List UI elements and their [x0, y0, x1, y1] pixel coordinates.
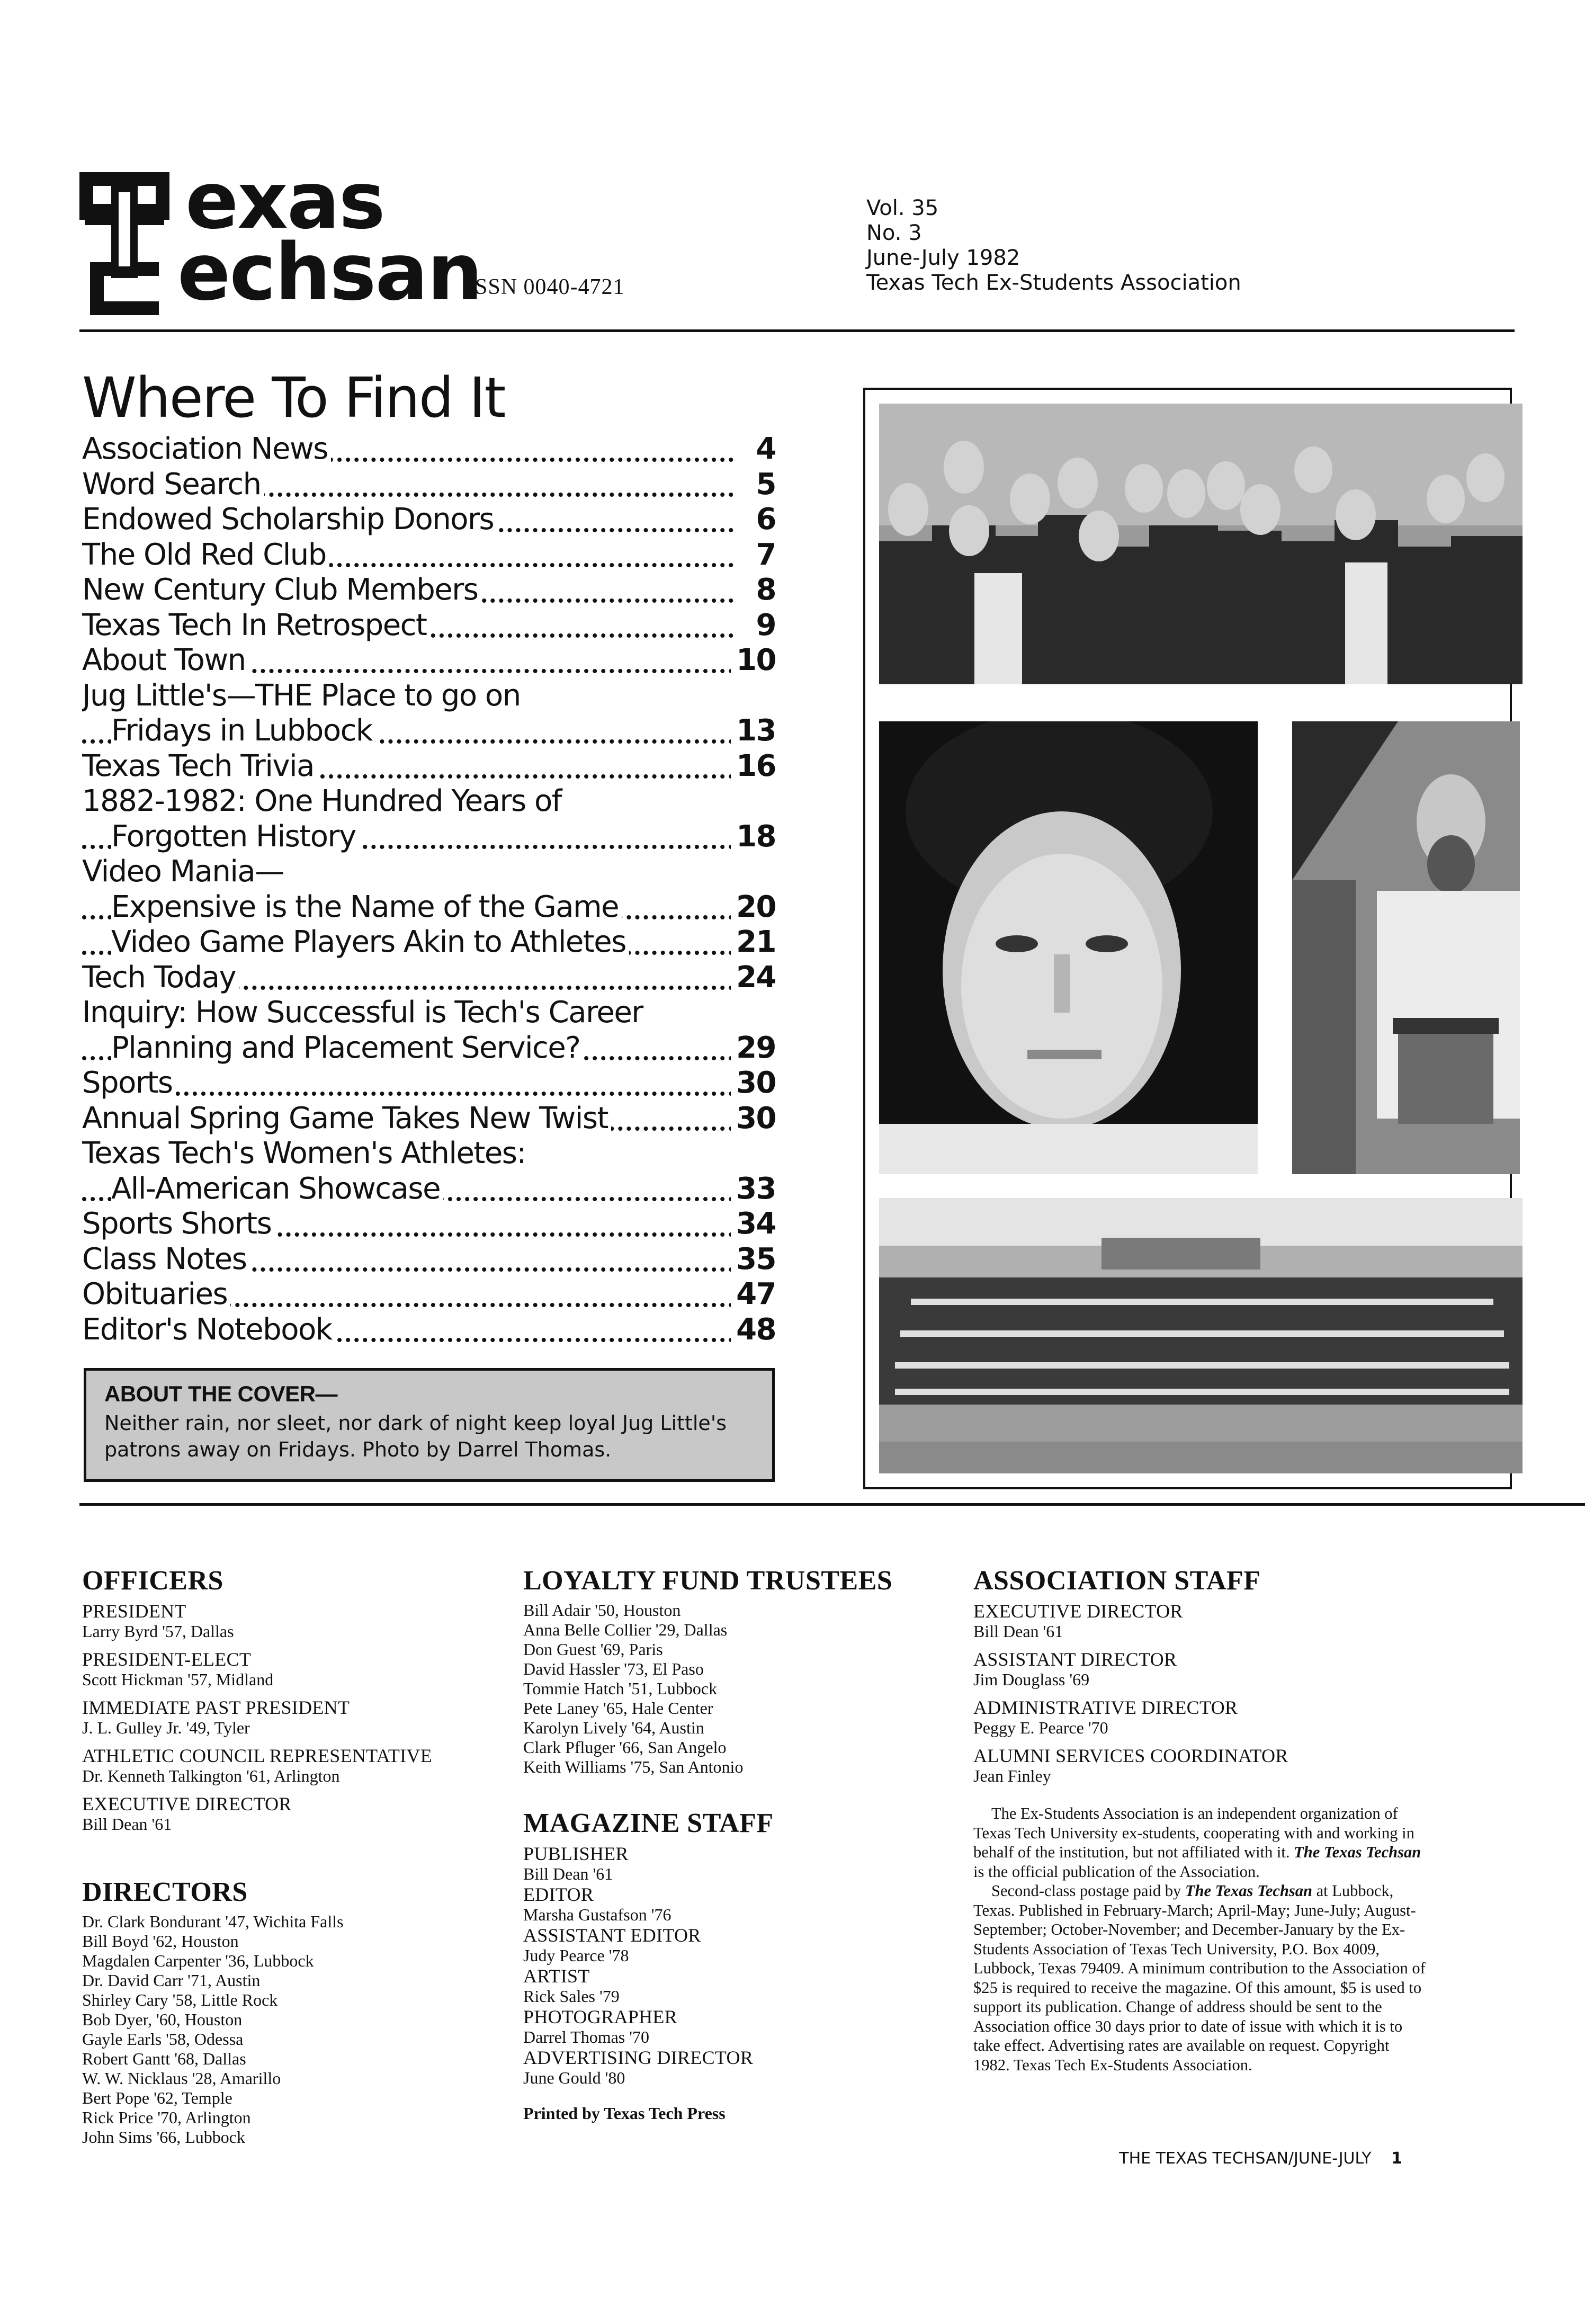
- trustee-name: Karolyn Lively '64, Austin: [523, 1718, 704, 1737]
- staff-role: PUBLISHER: [523, 1843, 629, 1864]
- toc-entry[interactable]: Word Search 5: [82, 467, 776, 502]
- director-name: Gayle Earls '58, Odessa: [82, 2030, 244, 2049]
- toc-entry-heading: Jug Little's—THE Place to go on: [82, 678, 776, 714]
- issue-info: [866, 196, 1241, 296]
- staff-name: Darrel Thomas '70: [523, 2027, 649, 2046]
- staff-name: June Gould '80: [523, 2068, 625, 2087]
- group-photo: [879, 404, 1523, 684]
- director-name: Bert Pope '62, Temple: [82, 2088, 232, 2107]
- toc-entry[interactable]: Expensive is the Name of the Game 20: [82, 890, 776, 925]
- trustees-column: [523, 1565, 926, 2123]
- officer-entry: EXECUTIVE DIRECTOR Bill Dean '61: [82, 1793, 292, 1834]
- directors-heading: DIRECTORS: [82, 1877, 248, 1907]
- staff-role: PHOTOGRAPHER: [523, 2006, 677, 2027]
- publisher: Texas Tech Ex-Students Association: [866, 271, 1241, 295]
- toc-entry[interactable]: All-American Showcase 33: [82, 1172, 776, 1207]
- table-of-contents: [82, 432, 776, 1347]
- volume: Vol. 35: [866, 196, 939, 220]
- toc-entry[interactable]: Obituaries 47: [82, 1277, 776, 1311]
- masthead-rule: [79, 329, 1515, 332]
- logo-word-techsan: echsan: [177, 227, 482, 318]
- staff-name: Bill Dean '61: [523, 1864, 613, 1883]
- issue-number: No. 3: [866, 221, 922, 245]
- trustees-heading: LOYALTY FUND TRUSTEES: [523, 1566, 893, 1596]
- publication-notice: Second-class postage paid by The Texas Techsan at Lubbock, Texas. Published in February-March; April-May; June-July; August-September; October-November; and December-January by the Ex-Students Association of Texas Tech University, P.O. Box 4009, Lubbock, Texas 79409. A minimum contribution to the Association of $25 is required to receive the magazine. Of this amount, $5 is used to support its publication. Change of address should be sent to the Association office 30 days prior to date of issue with which it is to take effect. Advertising rates are available on request. Copyright 1982. Texas Tech Ex-Students Association.: [973, 1882, 1426, 2074]
- toc-entry[interactable]: Endowed Scholarship Donors 6: [82, 502, 776, 537]
- director-name: Magdalen Carpenter '36, Lubbock: [82, 1951, 314, 1970]
- portrait-photo: [879, 721, 1258, 1174]
- director-name: Shirley Cary '58, Little Rock: [82, 1990, 278, 2009]
- director-name: Robert Gantt '68, Dallas: [82, 2049, 246, 2068]
- director-name: Bob Dyer, '60, Houston: [82, 2010, 243, 2029]
- trustee-name: Pete Laney '65, Hale Center: [523, 1699, 713, 1718]
- staff-entry: ADMINISTRATIVE DIRECTOR Peggy E. Pearce '70: [973, 1697, 1238, 1737]
- toc-entry-heading: 1882-1982: One Hundred Years of: [82, 784, 776, 819]
- director-name: W. W. Nicklaus '28, Amarillo: [82, 2069, 281, 2088]
- toc-entry-heading: Video Mania—: [82, 854, 776, 890]
- toc-entry[interactable]: Editor's Notebook 48: [82, 1312, 776, 1347]
- trustee-name: David Hassler '73, El Paso: [523, 1659, 704, 1678]
- trustee-name: Tommie Hatch '51, Lubbock: [523, 1679, 718, 1698]
- toc-entry[interactable]: Class Notes 35: [82, 1241, 776, 1276]
- toc-entry[interactable]: Association News 4: [82, 432, 776, 466]
- staff-role: ARTIST: [523, 1965, 590, 1987]
- about-the-cover-box: [84, 1368, 775, 1482]
- trustee-name: Don Guest '69, Paris: [523, 1640, 663, 1659]
- toc-entry[interactable]: About Town 10: [82, 643, 776, 677]
- trustee-name: Clark Pfluger '66, San Angelo: [523, 1738, 727, 1757]
- association-description: The Ex-Students Association is an independent organization of Texas Tech University ex-students, cooperating with and working in behalf of the institution, but not affiliated with it. The Texas Techsan is the official publication of the Association.: [973, 1804, 1421, 1881]
- director-name: Bill Boyd '62, Houston: [82, 1932, 239, 1951]
- page-footer: [1119, 2149, 1402, 2168]
- director-name: Rick Price '70, Arlington: [82, 2108, 251, 2127]
- bearded-man-photo: [1292, 721, 1520, 1174]
- officers-column: [82, 1565, 495, 2147]
- toc-entry[interactable]: Forgotten History 18: [82, 819, 776, 855]
- staff-entry: ASSISTANT DIRECTOR Jim Douglass '69: [973, 1649, 1177, 1689]
- bottom-section-rule: [79, 1503, 1585, 1506]
- toc-entry[interactable]: New Century Club Members 8: [82, 573, 776, 607]
- association-staff-heading: ASSOCIATION STAFF: [973, 1566, 1261, 1596]
- footer-title: THE TEXAS TECHSAN/JUNE-JULY: [1119, 2149, 1372, 2168]
- director-name: Dr. Clark Bondurant '47, Wichita Falls: [82, 1912, 344, 1931]
- printed-by: Printed by Texas Tech Press: [523, 2104, 726, 2123]
- staff-role: ADVERTISING DIRECTOR: [523, 2047, 754, 2068]
- logo-word-texas: exas: [185, 155, 384, 246]
- toc-entry[interactable]: Annual Spring Game Takes New Twist 30: [82, 1101, 776, 1136]
- magazine-logo: [79, 155, 482, 320]
- magazine-staff-heading: MAGAZINE STAFF: [523, 1808, 774, 1838]
- toc-entry[interactable]: Sports Shorts 34: [82, 1206, 776, 1241]
- issue-date: June-July 1982: [866, 246, 1020, 270]
- cover-heading: ABOUT THE COVER—: [104, 1381, 338, 1406]
- page-number: 1: [1391, 2149, 1402, 2168]
- officer-entry: ATHLETIC COUNCIL REPRESENTATIVE Dr. Kenneth Talkington '61, Arlington: [82, 1745, 433, 1785]
- toc-entry[interactable]: Planning and Placement Service? 29: [82, 1031, 776, 1066]
- staff-role: ASSISTANT EDITOR: [523, 1925, 701, 1946]
- issn-number: ISSN 0040-4721: [467, 275, 625, 299]
- toc-title: Where To Find It: [82, 365, 505, 430]
- trustee-name: Anna Belle Collier '29, Dallas: [523, 1620, 728, 1639]
- toc-entry-heading: Inquiry: How Successful is Tech's Career: [82, 995, 776, 1031]
- staff-entry: ALUMNI SERVICES COORDINATOR Jean Finley: [973, 1745, 1288, 1785]
- toc-entry[interactable]: Sports 30: [82, 1066, 776, 1100]
- cover-caption: Neither rain, nor sleet, nor dark of night keep loyal Jug Little's patrons away on Fridays. Photo by Darrel Thomas.: [104, 1411, 727, 1461]
- trustee-name: Bill Adair '50, Houston: [523, 1601, 681, 1620]
- football-team-photo: [879, 1198, 1523, 1473]
- texas-tech-t-logo-icon: [79, 172, 169, 315]
- toc-entry[interactable]: The Old Red Club 7: [82, 537, 776, 572]
- staff-name: Rick Sales '79: [523, 1987, 620, 2006]
- toc-entry[interactable]: Tech Today 24: [82, 960, 776, 995]
- officers-heading: OFFICERS: [82, 1566, 223, 1596]
- staff-entry: EXECUTIVE DIRECTOR Bill Dean '61: [973, 1601, 1183, 1641]
- staff-name: Judy Pearce '78: [523, 1946, 629, 1965]
- officer-entry: IMMEDIATE PAST PRESIDENT J. L. Gulley Jr. '49, Tyler: [82, 1697, 350, 1737]
- toc-entry[interactable]: Fridays in Lubbock 13: [82, 713, 776, 749]
- toc-entry-heading: Texas Tech's Women's Athletes:: [82, 1136, 776, 1172]
- director-name: John Sims '66, Lubbock: [82, 2128, 245, 2147]
- staff-name: Marsha Gustafson '76: [523, 1905, 671, 1924]
- toc-entry[interactable]: Texas Tech Trivia 16: [82, 748, 776, 783]
- association-staff-column: [973, 1565, 1429, 2075]
- toc-entry[interactable]: Texas Tech In Retrospect 9: [82, 607, 776, 642]
- officer-entry: PRESIDENT-ELECT Scott Hickman '57, Midland: [82, 1649, 274, 1689]
- staff-role: EDITOR: [523, 1884, 594, 1905]
- director-name: Dr. David Carr '71, Austin: [82, 1971, 261, 1990]
- toc-entry[interactable]: Video Game Players Akin to Athletes 21: [82, 925, 776, 960]
- officer-entry: PRESIDENT Larry Byrd '57, Dallas: [82, 1601, 234, 1641]
- trustee-name: Keith Williams '75, San Antonio: [523, 1757, 744, 1776]
